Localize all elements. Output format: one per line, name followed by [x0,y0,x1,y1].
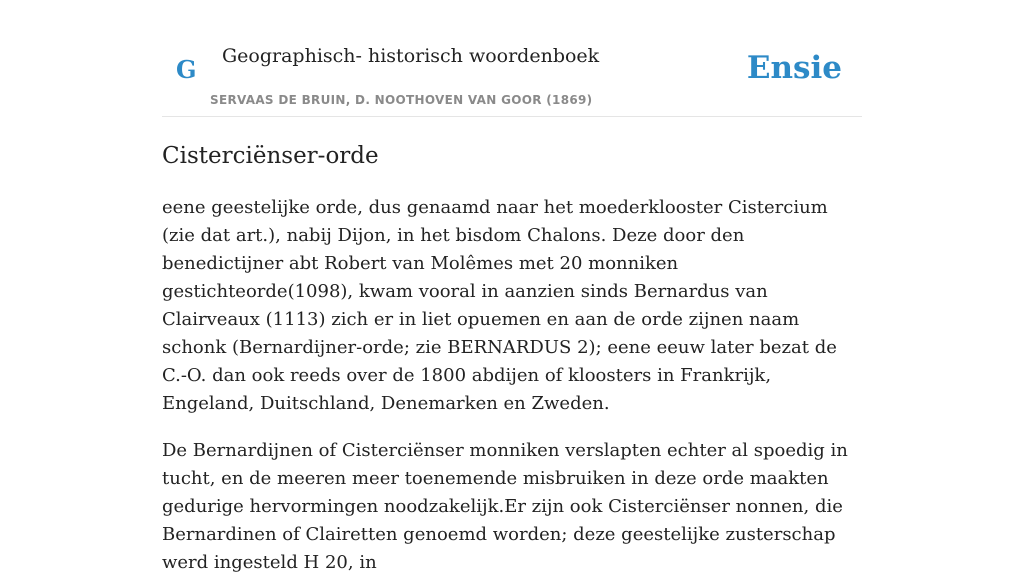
dictionary-authors: SERVAAS DE BRUIN, D. NOOTHOVEN VAN GOOR (1869) [210,93,593,107]
entry-paragraph: eene geestelijke orde, dus genaamd naar het moederklooster Cistercium (zie dat art.), nabij Dijon, in het bisdom Chalons. Deze door den benedictijner abt Robert van Molêmes met 20 monniken gestichteorde(1098), kwam vooral in aanzien sinds Bernardus van Clairveaux (1113) zich er in liet opuemen en aan de orde zijnen naam schonk (Bernardijner-orde; zie BERNARDUS 2); eene eeuw later bezat de C.-O. dan ook reeds over de 1800 abdijen of kloosters in Frankrijk, Engeland, Duitschland, Denemarken en Zweden. [162,197,837,414]
entry-title: Cisterciënser-orde [162,143,379,169]
page [162,0,862,577]
dictionary-logo[interactable]: G [176,55,197,84]
dictionary-title-link[interactable]: Geographisch- historisch woordenboek [222,45,600,67]
header [162,0,862,117]
entry-paragraph: De Bernardijnen of Cisterciënser monniken verslapten echter al spoedig in tucht, en de meeren meer toenemende misbruiken in deze orde maakten gedurige hervormingen noodzakelijk.Er zijn ook Cisterciënser nonnen, die Bernardinen of Clairetten genoemd worden; deze geestelijke zusterschap werd ingesteld H 20, in [162,440,848,573]
ensie-logo[interactable]: Ensie [746,50,842,86]
